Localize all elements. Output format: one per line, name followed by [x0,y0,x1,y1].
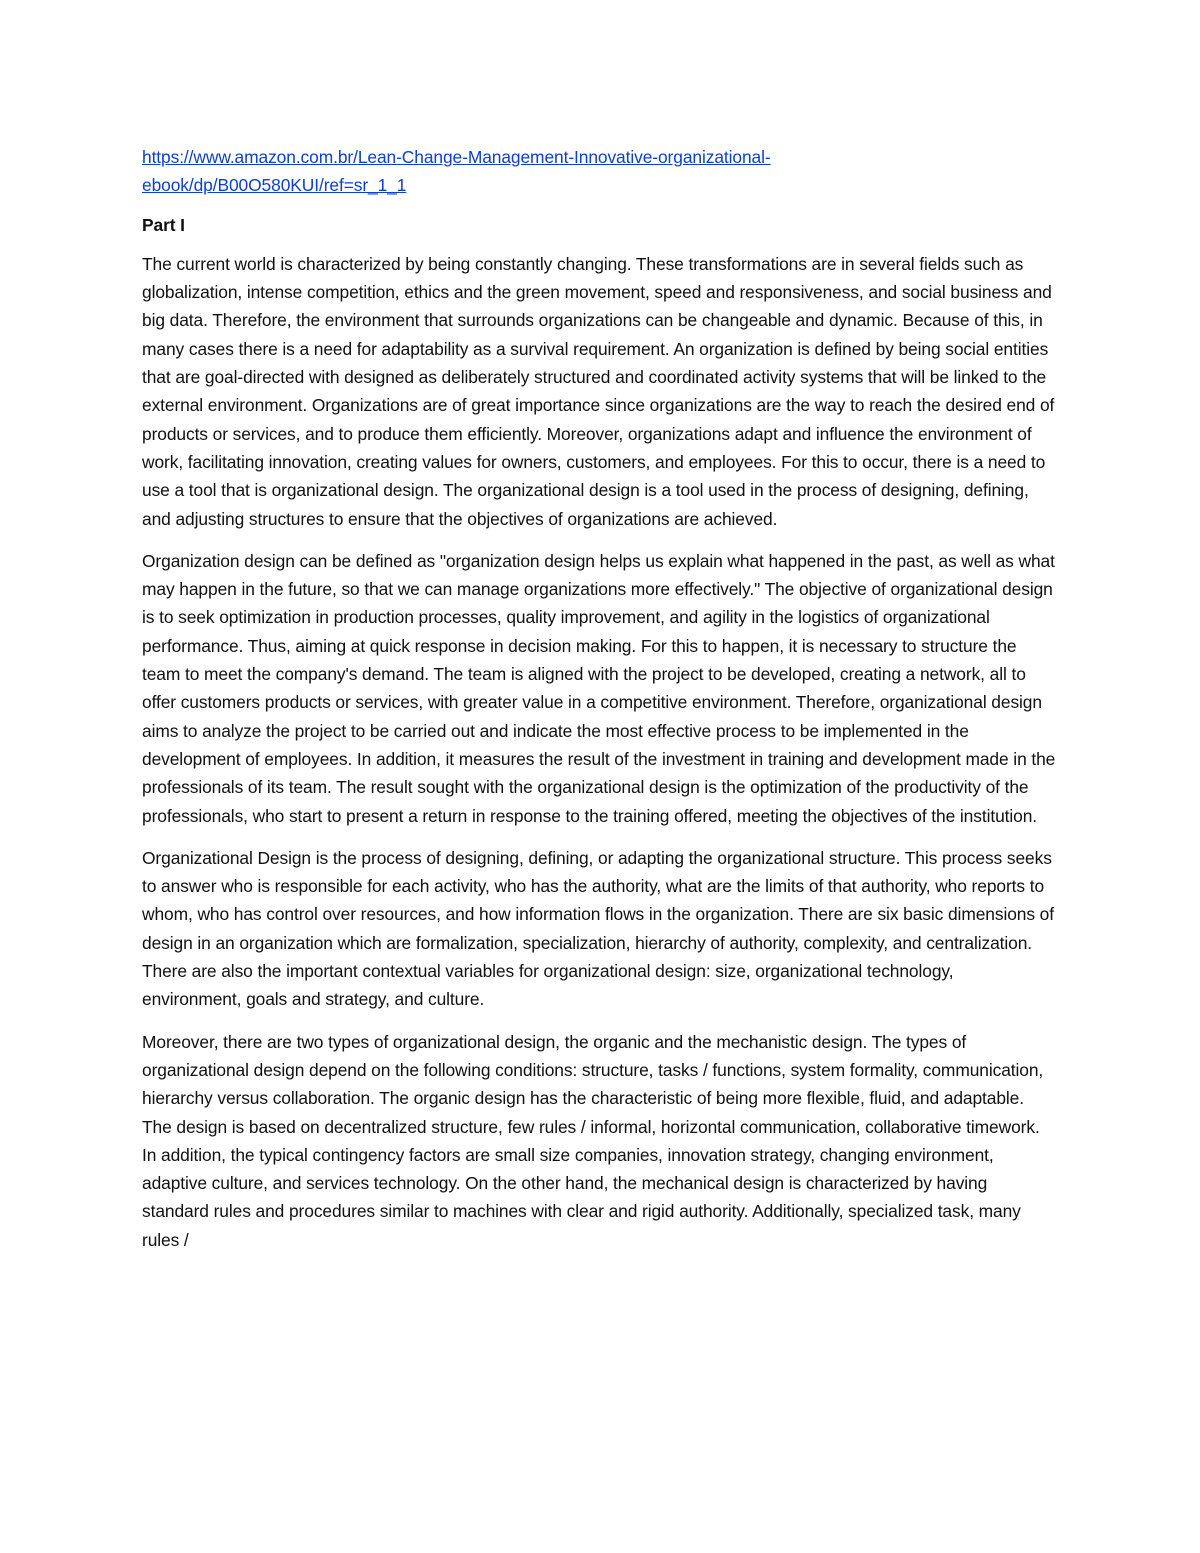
paragraph-3: Organizational Design is the process of designing, defining, or adapting the organizational structure. This process seeks to answer who is responsible for each activity, who has the authority, what are the limits of that authority, who reports to whom, who has control over resources, and how information flows in the organization. There are six basic dimensions of design in an organization which are formalization, specialization, hierarchy of authority, complexity, and centralization. There are also the important contextual variables for organizational design: size, organizational technology, environment, goals and strategy, and culture. [142,847,1054,1010]
section-heading: Part I [142,214,185,235]
paragraph-1: The current world is characterized by being constantly changing. These transformations are in several fields such as globalization, intense competition, ethics and the green movement, speed and responsiveness, and social business and big data. Therefore, the environment that surrounds organizations can be changeable and dynamic. Because of this, in many cases there is a need for adaptability as a survival requirement. An organization is defined by being social entities that are goal-directed with designed as deliberately structured and coordinated activity systems that will be linked to the external environment. Organizations are of great importance since organizations are the way to reach the desired end of products or services, and to produce them efficiently. Moreover, organizations adapt and influence the environment of work, facilitating innovation, creating values for owners, customers, and employees. For this to occur, there is a need to use a tool that is organizational design. The organizational design is a tool used in the process of designing, defining, and adjusting structures to ensure that the objectives of organizations are achieved. [142,253,1055,529]
paragraph-4: Moreover, there are two types of organizational design, the organic and the mechanistic design. The types of organizational design depend on the following conditions: structure, tasks / functions, system formality, communication, hierarchy versus collaboration. The organic design has the characteristic of being more flexible, fluid, and adaptable. The design is based on decentralized structure, few rules / informal, horizontal communication, collaborative timework. In addition, the typical contingency factors are small size companies, innovation strategy, changing environment, adaptive culture, and services technology. On the other hand, the mechanical design is characterized by having standard rules and procedures similar to machines with clear and rigid authority. Additionally, specialized task, many rules / [142,1031,1044,1250]
reference-link-line-1[interactable]: https://www.amazon.com.br/Lean-Change-Management-Innovative-organizational- [142,147,771,167]
reference-link[interactable] [142,143,1057,200]
reference-link-line-2[interactable]: ebook/dp/B00O580KUI/ref=sr_1_1 [142,175,407,196]
document-body [142,143,1057,1268]
paragraph-2: Organization design can be defined as "organization design helps us explain what happened in the past, as well as what may happen in the future, so that we can manage organizations more effectively." The objective of organizational design is to seek optimization in production processes, quality improvement, and agility in the logistics of organizational performance. Thus, aiming at quick response in decision making. For this to happen, it is necessary to structure the team to meet the company's demand. The team is aligned with the project to be developed, creating a network, all to offer customers products or services, with greater value in a competitive environment. Therefore, organizational design aims to analyze the project to be carried out and indicate the most effective process to be implemented in the development of employees. In addition, it measures the result of the investment in training and development made in the professionals of its team. The result sought with the organizational design is the optimization of the productivity of the professionals, who start to present a return in response to the training offered, meeting the objectives of the institution. [142,550,1056,826]
